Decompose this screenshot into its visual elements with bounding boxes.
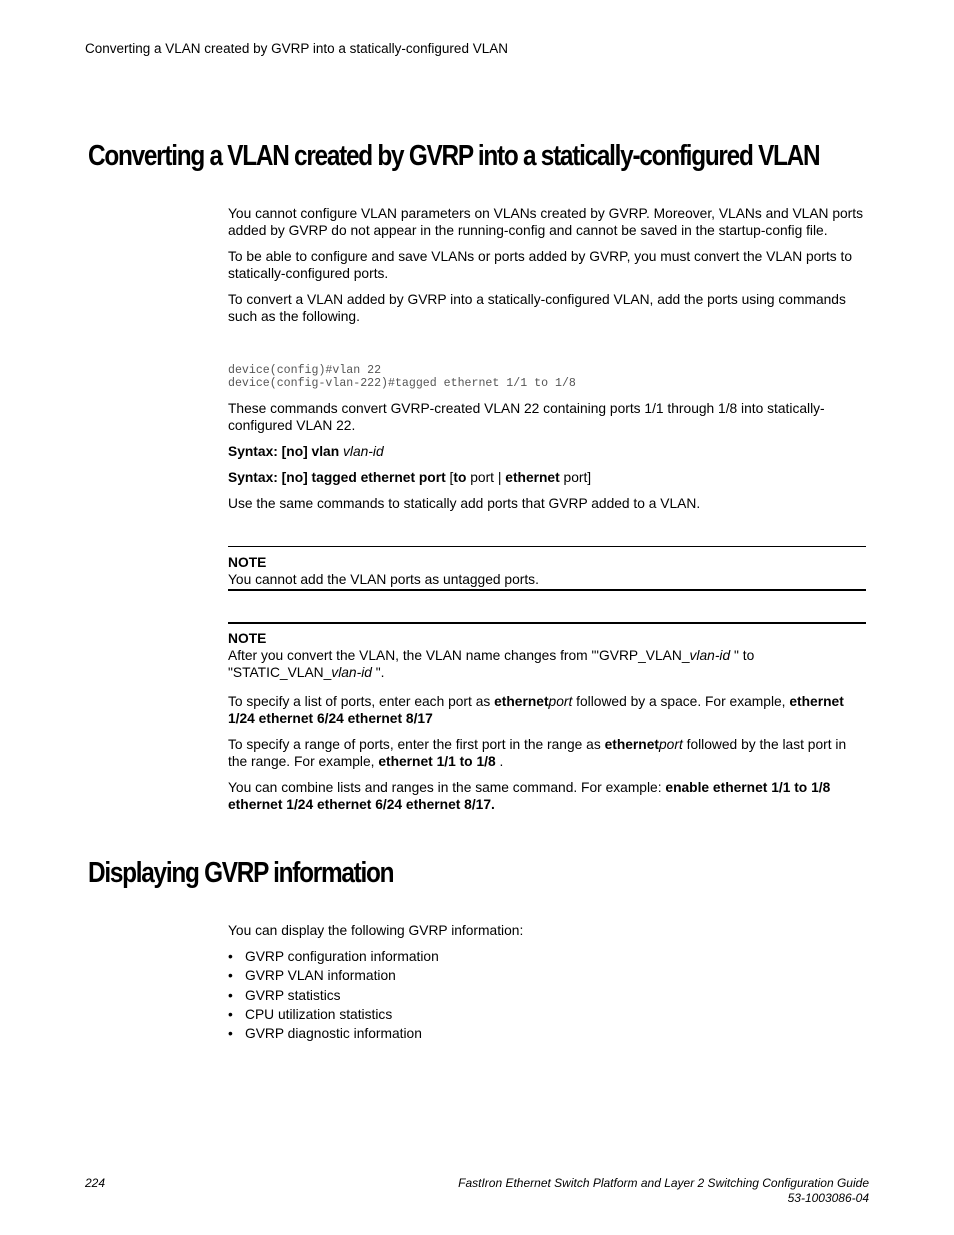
paragraph-display-intro: You can display the following GVRP information: <box>228 923 524 938</box>
list-item: • GVRP diagnostic information <box>228 1024 866 1043</box>
paragraph-convert-need: To be able to configure and save VLANs or ports added by GVRP, you must convert the VLAN ports to statically-configured ports. <box>228 249 853 281</box>
code-example <box>228 365 576 390</box>
footer-doc-info <box>458 1176 869 1206</box>
note-label: NOTE <box>228 555 267 570</box>
paragraph-convert-how: To convert a VLAN added by GVRP into a statically-configured VLAN, add the ports using commands such as the following. <box>228 292 846 324</box>
paragraph-gvrp-limits: You cannot configure VLAN parameters on VLANs created by GVRP. Moreover, VLANs and VLAN ports added by GVRP do not appear in the running-config and cannot be saved in the startup-config file. <box>228 206 863 238</box>
section-title-displaying-gvrp: Displaying GVRP information <box>88 857 394 889</box>
note-bottom-rule <box>228 589 866 591</box>
note-text: You cannot add the VLAN ports as untagged ports. <box>228 572 539 587</box>
section1-syntax <box>228 400 866 521</box>
bullet-icon: • <box>228 1006 233 1022</box>
paragraph-commands-explained: These commands convert GVRP-created VLAN 22 containing ports 1/1 through 1/8 into statically-configured VLAN 22. <box>228 401 825 433</box>
note-label: NOTE <box>228 631 267 646</box>
bullet-icon: • <box>228 987 233 1003</box>
list-item: • GVRP configuration information <box>228 947 866 966</box>
syntax-vlan: Syntax: [no] vlan vlan-id <box>228 444 384 459</box>
note-text: After you convert the VLAN, the VLAN name changes from "'GVRP_VLAN_vlan-id " to "STATIC_VLAN_vlan-id ". <box>228 648 755 680</box>
guide-title: FastIron Ethernet Switch Platform and Layer 2 Switching Configuration Guide <box>458 1176 869 1190</box>
list-item: • GVRP VLAN information <box>228 966 866 985</box>
section1-intro <box>228 205 866 334</box>
paragraph-port-range: To specify a range of ports, enter the first port in the range as ethernetport followed by the last port in the range. For example, ethernet 1/1 to 1/8 . <box>228 737 847 769</box>
section-title-converting-vlan: Converting a VLAN created by GVRP into a statically-configured VLAN <box>88 140 820 172</box>
note-top-rule <box>228 546 866 547</box>
note-top-rule <box>228 622 866 624</box>
page-number: 224 <box>85 1176 106 1190</box>
bullet-icon: • <box>228 968 233 984</box>
note-untagged <box>228 554 866 588</box>
note-vlan-name <box>228 630 866 681</box>
list-item: • CPU utilization statistics <box>228 1005 866 1024</box>
code-line: device(config-vlan-222)#tagged ethernet 1/1 to 1/8 <box>228 376 576 390</box>
list-item: • GVRP statistics <box>228 986 866 1005</box>
gvrp-info-list <box>228 947 866 1043</box>
bullet-icon: • <box>228 1026 233 1042</box>
running-header: Converting a VLAN created by GVRP into a statically-configured VLAN <box>85 41 508 56</box>
code-line: device(config)#vlan 22 <box>228 364 382 377</box>
doc-number: 53-1003086-04 <box>787 1191 869 1205</box>
syntax-tagged-ethernet: Syntax: [no] tagged ethernet port [to port | ethernet port] <box>228 470 592 485</box>
section1-port-lists <box>228 693 866 822</box>
paragraph-combine: You can combine lists and ranges in the same command. For example: enable ethernet 1/1 to 1/8 ethernet 1/24 ethernet 6/24 ethernet 8/17. <box>228 780 831 812</box>
bullet-icon: • <box>228 949 233 964</box>
section2-body <box>228 922 866 1043</box>
paragraph-port-list: To specify a list of ports, enter each port as ethernetport followed by a space. For example, ethernet 1/24 ethernet 6/24 ethernet 8/17 <box>228 694 844 726</box>
paragraph-same-commands: Use the same commands to statically add ports that GVRP added to a VLAN. <box>228 496 701 511</box>
